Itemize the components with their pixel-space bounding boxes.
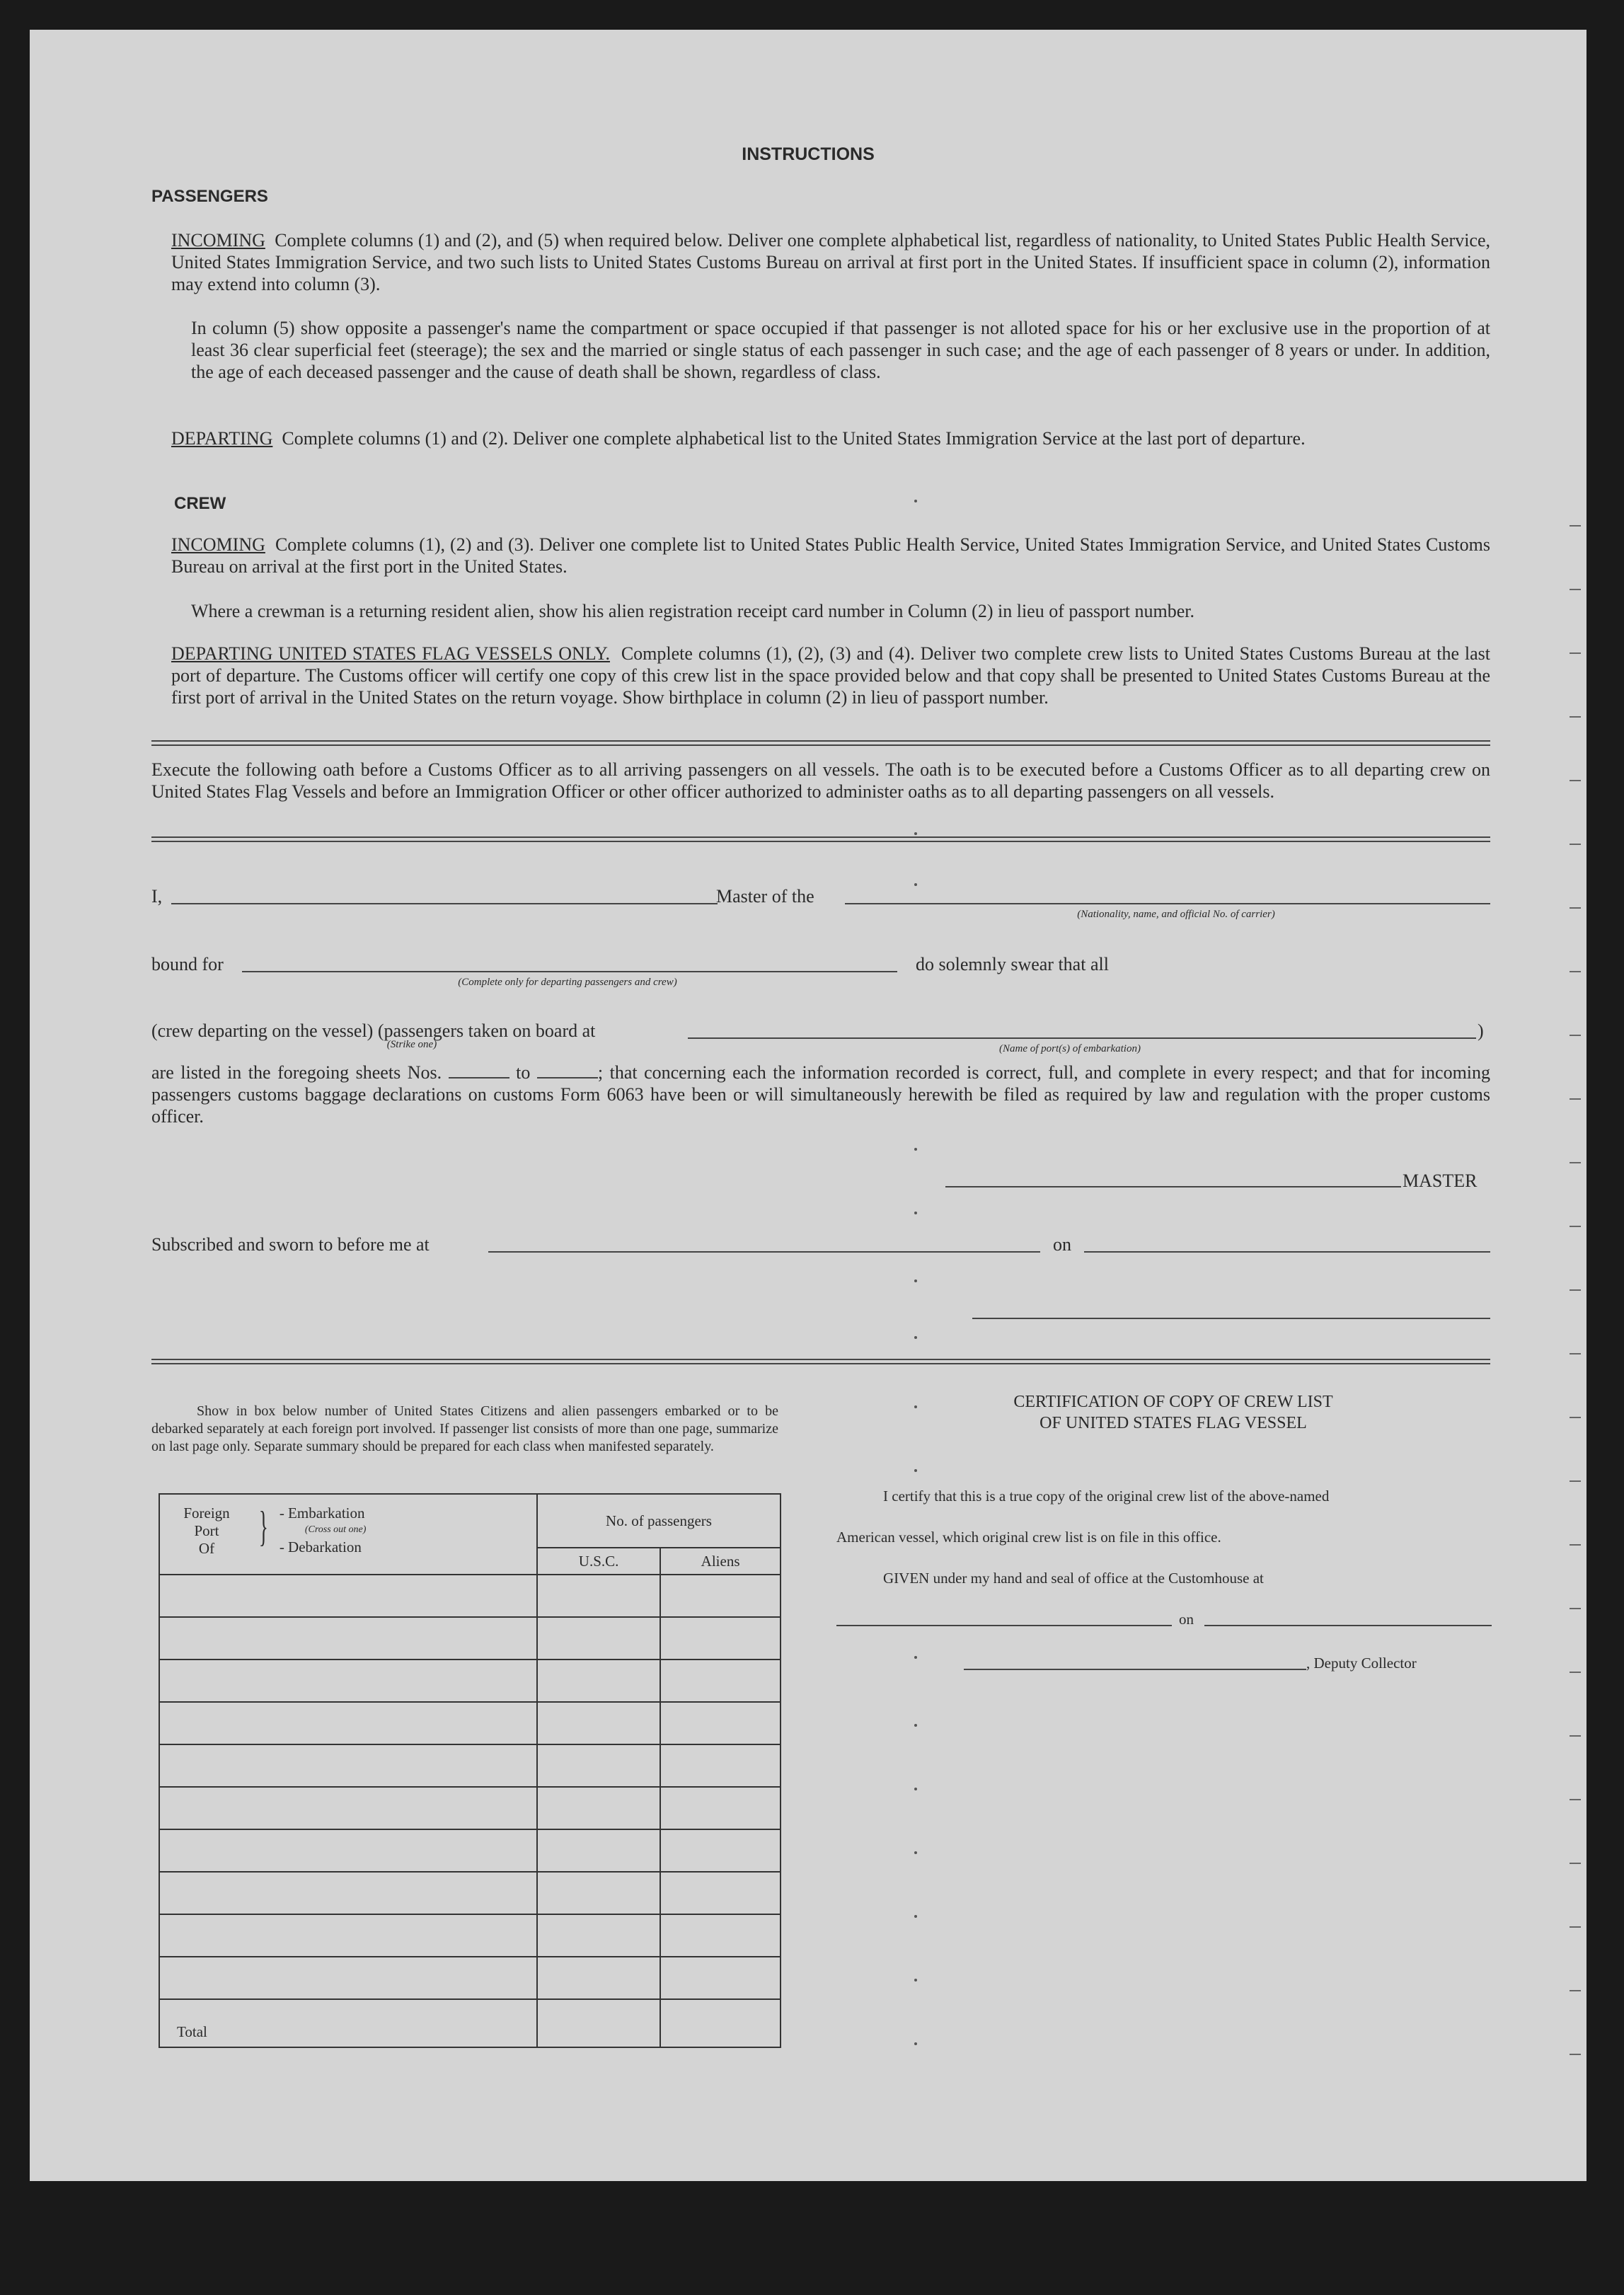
strike-note: (Strike one): [386, 1039, 437, 1050]
passengers-incoming-paragraph: [171, 229, 1490, 295]
to-label: to: [516, 1062, 531, 1083]
edge-mark: [1570, 1608, 1581, 1609]
port-cell[interactable]: [159, 1744, 537, 1787]
edge-mark: [1570, 1863, 1581, 1864]
officer-signature-field[interactable]: [972, 1318, 1490, 1319]
cert-date-field[interactable]: [1204, 1625, 1492, 1626]
usc-total-cell[interactable]: [537, 1999, 660, 2047]
master-of-label: Master of the: [716, 886, 814, 907]
embarkation-label: - Embarkation: [279, 1505, 365, 1522]
crew-departing-paragraph: [171, 643, 1490, 708]
listed-label: are listed in the foregoing sheets Nos.: [151, 1062, 442, 1083]
punch-dot: [914, 1724, 917, 1727]
aliens-cell[interactable]: [660, 1575, 781, 1617]
table-row: [159, 1872, 781, 1914]
carrier-note: (Nationality, name, and official No. of carrier): [1077, 909, 1275, 920]
punch-dot: [914, 1279, 917, 1282]
usc-cell[interactable]: [537, 1872, 660, 1914]
master-name-field[interactable]: [171, 903, 718, 904]
cert-on-label: on: [1179, 1611, 1194, 1628]
port-cell[interactable]: [159, 1617, 537, 1660]
total-row: [159, 1999, 781, 2047]
subscribed-place-field[interactable]: [488, 1251, 1040, 1253]
table-row: [159, 1617, 781, 1660]
subscribed-label: Subscribed and sworn to before me at: [151, 1234, 430, 1255]
usc-cell[interactable]: [537, 1914, 660, 1957]
column5-paragraph: In column (5) show opposite a passenger's name the compartment or space occupied if that passenger is not alloted space for his or her exclusive use in the proportion of at least 36 clear superficial feet (steerage); the sex and the married or single status of each passenger in such case; and the age of each passenger of 8 years or under. In addition, the age of each deceased passenger and the cause of death shall be shown, regardless of class.: [191, 318, 1490, 382]
master-signature-field[interactable]: [945, 1186, 1401, 1187]
usc-cell[interactable]: [537, 1660, 660, 1702]
passengers-heading: PASSENGERS: [151, 187, 268, 206]
passengers-departing-paragraph: [171, 427, 1490, 449]
double-rule: [151, 1359, 1490, 1364]
port-cell[interactable]: [159, 1660, 537, 1702]
punch-dot: [914, 1788, 917, 1790]
swear-label: do solemnly swear that all: [916, 954, 1109, 974]
edge-mark: [1570, 1990, 1581, 1991]
usc-header: U.S.C.: [537, 1548, 660, 1575]
american-vessel-text: American vessel, which original crew list is on file in this office.: [836, 1529, 1221, 1546]
crew-incoming-label: INCOMING: [171, 534, 265, 555]
edge-mark: [1570, 1735, 1581, 1737]
punch-dot: [914, 883, 917, 886]
oath-i-label: I,: [151, 886, 163, 907]
aliens-cell[interactable]: [660, 1914, 781, 1957]
of-label: Of: [198, 1540, 215, 1557]
punch-dot: [914, 1979, 917, 1981]
table-row: [159, 1787, 781, 1829]
crew-alien-paragraph: Where a crewman is a returning resident alien, show his alien registration receipt card number in Column (2) in lieu of passport number.: [191, 601, 1195, 621]
certify-text: I certify that this is a true copy of the original crew list of the above-named: [883, 1488, 1330, 1505]
edge-mark: [1570, 1480, 1581, 1482]
usc-cell[interactable]: [537, 1957, 660, 1999]
port-cell[interactable]: [159, 1575, 537, 1617]
edge-mark: [1570, 780, 1581, 781]
cross-out-note: (Cross out one): [304, 1524, 367, 1535]
port-cell[interactable]: [159, 1872, 537, 1914]
passengers-departing-text: Complete columns (1) and (2). Deliver one complete alphabetical list to the United States Immigration Service at the last port of departure.: [282, 428, 1306, 449]
edge-mark: [1570, 716, 1581, 718]
edge-mark: [1570, 2054, 1581, 2055]
punch-dot: [914, 2042, 917, 2045]
listed-paragraph: [151, 1062, 1490, 1127]
bound-note: (Complete only for departing passengers and crew): [458, 977, 677, 988]
punch-dot: [914, 500, 917, 502]
edge-mark: [1570, 1226, 1581, 1227]
subscribed-on-label: on: [1053, 1234, 1071, 1255]
table-row: [159, 1957, 781, 1999]
edge-mark: [1570, 1926, 1581, 1928]
crew-departing-text: Complete columns (1), (2), (3) and (4). Deliver two complete crew lists to United States Customs Bureau at the last port of departure. The Customs officer will certify one copy of this crew list in the space provided below and that copy shall be presented to United States Customs Bureau at the first port of arrival in the United States on the return voyage. Show birthplace in column (2) in lieu of passport number.: [171, 643, 1490, 708]
aliens-cell[interactable]: [660, 1617, 781, 1660]
punch-dot: [914, 1915, 917, 1918]
brace-icon: }: [258, 1503, 268, 1550]
edge-mark: [1570, 1672, 1581, 1673]
deputy-collector-label: , Deputy Collector: [1306, 1655, 1417, 1672]
edge-mark: [1570, 844, 1581, 845]
edge-mark: [1570, 1035, 1581, 1036]
port-cell[interactable]: [159, 1787, 537, 1829]
certification-title-line2: OF UNITED STATES FLAG VESSEL: [1040, 1414, 1307, 1432]
usc-cell[interactable]: [537, 1617, 660, 1660]
listed-rest: ; that concerning each the information recorded is correct, full, and complete in every respect; and that for incoming passengers customs baggage declarations on customs Form 6063 have been or will simultaneously herewith be filed as required by law and regulation with the proper customs officer.: [151, 1062, 1491, 1127]
ports-note: (Name of port(s) of embarkation): [999, 1043, 1141, 1054]
punch-dot: [914, 1336, 917, 1339]
table-row: [159, 1575, 781, 1617]
passengers-incoming-label: INCOMING: [171, 230, 265, 251]
aliens-cell[interactable]: [660, 1702, 781, 1744]
punch-dot: [914, 1469, 917, 1472]
aliens-cell[interactable]: [660, 1744, 781, 1787]
table-row: [159, 1829, 781, 1872]
subscribed-date-field[interactable]: [1084, 1251, 1490, 1253]
port-label: Port: [194, 1522, 219, 1539]
edge-mark: [1570, 652, 1581, 654]
punch-dot: [914, 1656, 917, 1659]
carrier-field[interactable]: [845, 903, 1490, 904]
edge-mark: [1570, 907, 1581, 909]
aliens-cell[interactable]: [660, 1872, 781, 1914]
aliens-total-cell[interactable]: [660, 1999, 781, 2047]
ports-field[interactable]: [688, 1037, 1476, 1039]
punch-dot: [914, 1212, 917, 1214]
page-title: INSTRUCTIONS: [742, 144, 875, 164]
table-row: [159, 1702, 781, 1744]
aliens-cell[interactable]: [660, 1957, 781, 1999]
table-row: [159, 1744, 781, 1787]
edge-mark: [1570, 525, 1581, 527]
oath-instruction-paragraph: Execute the following oath before a Customs Officer as to all arriving passengers on all vessels. The oath is to be executed before a Customs Officer as to all departing crew on United States Flag Vessels and before an Immigration Officer or other officer authorized to administer oaths as to all departing passengers on all vessels.: [151, 759, 1490, 802]
usc-cell[interactable]: [537, 1575, 660, 1617]
debarkation-label: - Debarkation: [279, 1538, 362, 1555]
edge-mark: [1570, 971, 1581, 972]
edge-mark: [1570, 1544, 1581, 1546]
total-label: Total: [159, 1999, 537, 2047]
passengers-departing-label: DEPARTING: [171, 428, 273, 449]
port-cell[interactable]: [159, 1829, 537, 1872]
edge-mark: [1570, 1289, 1581, 1291]
edge-mark: [1570, 1162, 1581, 1163]
crew-incoming-text: Complete columns (1), (2) and (3). Deliver one complete list to United States Public Health Service, United States Immigration Service, and United States Customs Bureau on arrival at the first port in the United States.: [171, 534, 1490, 577]
sheet-from-field[interactable]: [449, 1066, 509, 1079]
usc-cell[interactable]: [537, 1829, 660, 1872]
edge-mark: [1570, 589, 1581, 590]
usc-cell[interactable]: [537, 1787, 660, 1829]
aliens-cell[interactable]: [660, 1787, 781, 1829]
aliens-cell[interactable]: [660, 1829, 781, 1872]
edge-mark: [1570, 1098, 1581, 1100]
usc-cell[interactable]: [537, 1744, 660, 1787]
punch-dot: [914, 1148, 917, 1151]
customhouse-field[interactable]: [836, 1625, 1172, 1626]
port-header-cell: [159, 1494, 537, 1575]
edge-mark: [1570, 1417, 1581, 1418]
certification-title-line1: CERTIFICATION OF COPY OF CREW LIST: [1013, 1393, 1333, 1411]
table-row: [159, 1660, 781, 1702]
close-paren: ): [1478, 1020, 1484, 1041]
crew-departing-text: (crew departing on the vessel) (passengers taken on board at: [151, 1020, 596, 1041]
port-cell[interactable]: [159, 1957, 537, 1999]
no-passengers-header: No. of passengers: [537, 1494, 781, 1548]
edge-mark: [1570, 1353, 1581, 1354]
bound-for-field[interactable]: [242, 971, 897, 972]
deputy-signature-field[interactable]: [964, 1669, 1306, 1670]
crew-heading: CREW: [174, 494, 226, 513]
port-cell[interactable]: [159, 1914, 537, 1957]
given-text: GIVEN under my hand and seal of office at the Customhouse at: [883, 1570, 1264, 1587]
usc-cell[interactable]: [537, 1702, 660, 1744]
aliens-header: Aliens: [660, 1548, 781, 1575]
punch-dot: [914, 1851, 917, 1854]
edge-mark: [1570, 1799, 1581, 1800]
double-rule: [151, 836, 1490, 842]
foreign-label: Foreign: [183, 1505, 230, 1522]
punch-dot: [914, 832, 917, 835]
table-header-row: [159, 1494, 781, 1548]
master-label: MASTER: [1403, 1170, 1478, 1191]
aliens-cell[interactable]: [660, 1660, 781, 1702]
form-sheet: [30, 30, 1586, 2181]
port-cell[interactable]: [159, 1702, 537, 1744]
crew-departing-label: DEPARTING UNITED STATES FLAG VESSELS ONLY.: [171, 643, 611, 664]
summary-table: [159, 1493, 781, 2048]
passengers-incoming-text: Complete columns (1) and (2), and (5) when required below. Deliver one complete alphabetical list, regardless of nationality, to United States Public Health Service, United States Immigration Service, and two such lists to United States Customs Bureau on arrival at first port in the United States. If insufficient space in column (2), information may extend into column (3).: [171, 230, 1491, 294]
sheet-to-field[interactable]: [537, 1066, 598, 1079]
double-rule: [151, 740, 1490, 746]
crew-incoming-paragraph: [171, 534, 1490, 577]
punch-dot: [914, 1405, 917, 1408]
table-row: [159, 1914, 781, 1957]
summary-instructions: Show in box below number of United States Citizens and alien passengers embarked or to be debarked separately at each foreign port involved. If passenger list consists of more than one page, summarize on last page only. Separate summary should be prepared for each class when manifested separately.: [151, 1403, 778, 1454]
bound-for-label: bound for: [151, 954, 224, 974]
